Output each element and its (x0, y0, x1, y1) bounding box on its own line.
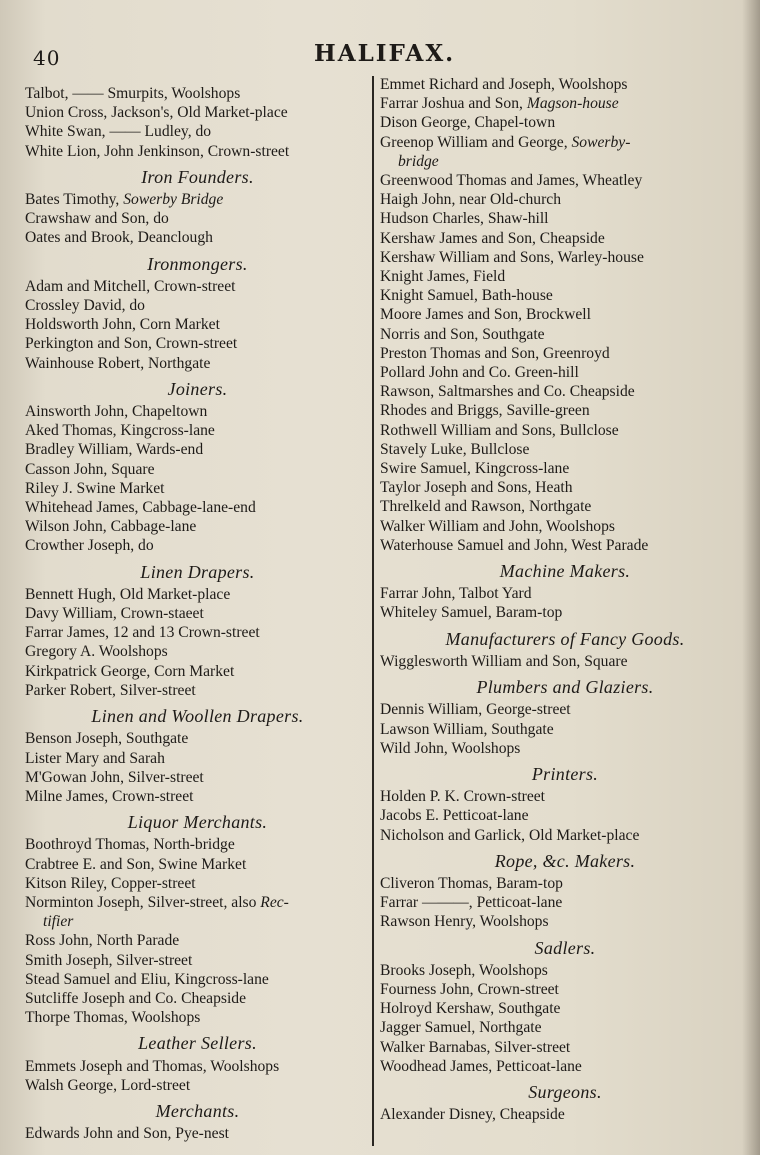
section-heading: Surgeons. (528, 1081, 602, 1102)
section-heading: Rope, &c. Makers. (494, 850, 636, 871)
entry-text: Walker Barnabas, Silver-street (380, 1038, 571, 1056)
entry-text: Taylor Joseph and Sons, Heath (380, 479, 573, 497)
directory-entry (25, 931, 370, 950)
entry-italic-text: Sowerby Bridge (123, 191, 224, 209)
directory-entry (25, 1124, 370, 1143)
directory-entry (380, 980, 750, 999)
entry-text: Kershaw William and Sons, Warley-house (380, 248, 644, 266)
directory-entry (25, 354, 370, 373)
directory-entry (380, 652, 750, 671)
directory-entry (380, 603, 750, 622)
section-heading: Ironmongers. (147, 253, 248, 274)
entry-text: Rothwell William and Sons, Bullclose (380, 421, 619, 439)
entry-text: Bennett Hugh, Old Market-place (25, 585, 231, 603)
directory-entry (25, 989, 370, 1008)
entry-text: Talbot, —— Smurpits, Woolshops (25, 85, 241, 102)
entry-text: Preston Thomas and Son, Greenroyd (380, 344, 610, 362)
directory-entry (380, 440, 750, 459)
directory-entry (380, 1038, 750, 1057)
directory-entry (380, 305, 750, 324)
page-number: 40 (33, 46, 61, 70)
directory-entry (25, 190, 370, 209)
directory-entry (380, 267, 750, 286)
right-column (380, 75, 750, 1124)
directory-entry (380, 325, 750, 344)
entry-text: Boothroyd Thomas, North-bridge (25, 836, 235, 854)
entry-text: Swire Samuel, Kingcross-lane (380, 460, 570, 478)
entry-text: Edwards John and Son, Pye-nest (25, 1125, 229, 1143)
entry-text: Jagger Samuel, Northgate (380, 1019, 542, 1037)
entry-text: Bradley William, Wards-end (25, 441, 204, 459)
section-heading: Joiners. (167, 378, 228, 399)
entry-text: Rawson, Saltmarshes and Co. Cheapside (380, 383, 635, 401)
directory-entry (380, 999, 750, 1018)
directory-entry (25, 787, 370, 806)
entry-text: White Lion, John Jenkinson, Crown-street (25, 142, 290, 160)
directory-entry (25, 315, 370, 334)
directory-entry (25, 585, 370, 604)
entry-text: Cliveron Thomas, Baram-top (380, 874, 563, 892)
entry-text: Farrar Joshua and Son, (380, 95, 527, 113)
directory-entry (25, 1057, 370, 1076)
directory-entry (380, 700, 750, 719)
entry-text: Threlkeld and Rawson, Northgate (380, 498, 592, 516)
entry-text: Jacobs E. Petticoat-lane (380, 807, 529, 825)
directory-entry (25, 296, 370, 315)
directory-entry (380, 517, 750, 536)
directory-entry (380, 584, 750, 603)
entry-text: Stavely Luke, Bullclose (380, 440, 530, 458)
directory-entry (380, 401, 750, 420)
entry-text: Farrar James, 12 and 13 Crown-street (25, 624, 260, 642)
entry-text: M'Gowan John, Silver-street (25, 768, 204, 786)
directory-entry (25, 768, 370, 787)
entry-text: Norris and Son, Southgate (380, 325, 545, 343)
directory-entry (25, 749, 370, 768)
entry-text: Sutcliffe Joseph and Co. Cheapside (25, 989, 247, 1007)
column-divider (372, 76, 374, 1146)
directory-entry (380, 739, 750, 758)
directory-entry (25, 835, 370, 854)
directory-entry (25, 209, 370, 228)
directory-entry (25, 479, 370, 498)
entry-text: Walsh George, Lord-street (25, 1076, 191, 1094)
entry-text: Ainsworth John, Chapeltown (25, 403, 208, 421)
entry-italic-text: tifier (43, 913, 74, 931)
directory-entry (25, 228, 370, 247)
entry-text: Holden P. K. Crown-street (380, 788, 546, 806)
directory-entry (380, 75, 750, 94)
entry-text: Farrar ———, Petticoat-lane (380, 894, 563, 912)
directory-entry (25, 498, 370, 517)
directory-entry (25, 893, 370, 912)
directory-entry (25, 536, 370, 555)
section-heading: Linen and Woollen Drapers. (91, 706, 304, 727)
entry-text: Woodhead James, Petticoat-lane (380, 1057, 582, 1075)
entry-text: Parker Robert, Silver-street (25, 681, 196, 699)
entry-text: Crossley David, do (25, 297, 145, 315)
directory-entry (25, 402, 370, 421)
entry-text: Norminton Joseph, Silver-street, also (25, 893, 261, 911)
directory-entry (25, 951, 370, 970)
entry-text: Holroyd Kershaw, Southgate (380, 1000, 561, 1018)
entry-text: Rhodes and Briggs, Saville-green (380, 402, 590, 420)
directory-entry (25, 122, 370, 141)
section-heading: Liquor Merchants. (127, 812, 268, 833)
directory-entry (380, 209, 750, 228)
entry-text: Moore James and Son, Brockwell (380, 306, 591, 324)
directory-entry (25, 421, 370, 440)
entry-text: Benson Joseph, Southgate (25, 730, 189, 748)
entry-italic-text: Rec- (260, 893, 289, 911)
directory-entry (380, 961, 750, 980)
entry-text: Haigh John, near Old-church (380, 191, 562, 209)
entry-text: Kirkpatrick George, Corn Market (25, 662, 235, 680)
entry-text: Thorpe Thomas, Woolshops (25, 1009, 201, 1027)
entry-text: Fourness John, Crown-street (380, 980, 559, 998)
entry-text: Walker William and John, Woolshops (380, 517, 615, 535)
directory-entry (25, 1008, 370, 1027)
directory-entry (25, 874, 370, 893)
entry-text: Ross John, North Parade (25, 932, 180, 950)
entry-text: Aked Thomas, Kingcross-lane (25, 422, 215, 440)
entry-text: Union Cross, Jackson's, Old Market-place (25, 104, 288, 122)
directory-entry (380, 912, 750, 931)
entry-text: Knight James, Field (380, 268, 506, 286)
entry-text: Farrar John, Talbot Yard (380, 585, 532, 603)
directory-entry (25, 517, 370, 536)
directory-entry (380, 1057, 750, 1076)
entry-text: Greenop William and George, (380, 133, 572, 151)
entry-text: Adam and Mitchell, Crown-street (25, 277, 236, 295)
entry-text: Lister Mary and Sarah (25, 749, 165, 767)
directory-entry (380, 478, 750, 497)
directory-entry (380, 94, 750, 113)
entry-text: Whitehead James, Cabbage-lane-end (25, 499, 256, 517)
directory-entry (25, 103, 370, 122)
left-column (25, 84, 370, 1143)
directory-entry (380, 286, 750, 305)
directory-entry (380, 248, 750, 267)
directory-entry (380, 344, 750, 363)
directory-entry (25, 334, 370, 353)
entry-text: Kitson Riley, Copper-street (25, 874, 196, 892)
entry-text: Dennis William, George-street (380, 701, 571, 719)
directory-entry (25, 729, 370, 748)
directory-entry (380, 190, 750, 209)
entry-text: Emmets Joseph and Thomas, Woolshops (25, 1057, 280, 1075)
entry-text: Kershaw James and Son, Cheapside (380, 229, 605, 247)
entry-text: Casson John, Square (25, 460, 155, 478)
entry-text: Rawson Henry, Woolshops (380, 913, 549, 931)
entry-text: Alexander Disney, Cheapside (380, 1106, 565, 1124)
entry-text: Emmet Richard and Joseph, Woolshops (380, 76, 628, 93)
directory-entry (25, 1076, 370, 1095)
entry-text: Crawshaw and Son, do (25, 210, 169, 228)
directory-entry (25, 460, 370, 479)
section-heading: Iron Founders. (141, 166, 254, 187)
directory-entry (380, 787, 750, 806)
section-heading: Machine Makers. (499, 561, 631, 582)
section-heading: Leather Sellers. (138, 1033, 257, 1054)
running-head: HALIFAX. (314, 40, 456, 67)
directory-entry (25, 604, 370, 623)
directory-entry (380, 133, 750, 152)
section-heading: Plumbers and Glaziers. (476, 677, 654, 698)
directory-entry (380, 382, 750, 401)
entry-text: White Swan, —— Ludley, do (25, 123, 212, 141)
directory-entry (380, 874, 750, 893)
directory-entry (25, 970, 370, 989)
entry-text: Lawson William, Southgate (380, 720, 554, 738)
directory-entry (380, 497, 750, 516)
directory-entry (380, 363, 750, 382)
entry-italic-text: Sowerby- (571, 133, 631, 151)
entry-text: Bates Timothy, (25, 191, 124, 209)
directory-entry (380, 171, 750, 190)
entry-text: Wainhouse Robert, Northgate (25, 354, 211, 372)
entry-text: Pollard John and Co. Green-hill (380, 364, 579, 382)
directory-entry (25, 277, 370, 296)
entry-text: Wilson John, Cabbage-lane (25, 518, 197, 536)
directory-entry (380, 421, 750, 440)
entry-text: Dison George, Chapel-town (380, 114, 556, 132)
directory-entry (380, 893, 750, 912)
directory-entry (25, 642, 370, 661)
entry-continuation (25, 912, 370, 931)
directory-entry (380, 806, 750, 825)
directory-entry (380, 536, 750, 555)
directory-entry (380, 1105, 750, 1124)
entry-text: Milne James, Crown-street (25, 787, 194, 805)
entry-text: Whiteley Samuel, Baram-top (380, 604, 563, 622)
entry-text: Stead Samuel and Eliu, Kingcross-lane (25, 970, 269, 988)
entry-text: Brooks Joseph, Woolshops (380, 961, 548, 979)
directory-entry (380, 229, 750, 248)
entry-text: Greenwood Thomas and James, Wheatley (380, 172, 643, 190)
section-heading: Merchants. (155, 1100, 240, 1121)
entry-text: Waterhouse Samuel and John, West Parade (380, 536, 649, 554)
entry-text: Perkington and Son, Crown-street (25, 335, 238, 353)
entry-text: Wigglesworth William and Son, Square (380, 652, 628, 670)
section-heading: Sadlers. (534, 937, 596, 958)
entry-text: Crowther Joseph, do (25, 537, 154, 555)
directory-entry (25, 623, 370, 642)
entry-text: Davy William, Crown-staeet (25, 605, 204, 623)
directory-entry (380, 113, 750, 132)
entry-continuation (380, 152, 750, 171)
entry-text: Nicholson and Garlick, Old Market-place (380, 826, 640, 844)
entry-text: Knight Samuel, Bath-house (380, 287, 553, 305)
directory-entry (25, 681, 370, 700)
directory-entry (380, 459, 750, 478)
entry-text: Wild John, Woolshops (380, 739, 521, 757)
directory-entry (25, 440, 370, 459)
directory-entry (25, 662, 370, 681)
entry-text: Gregory A. Woolshops (25, 643, 168, 661)
directory-entry (380, 720, 750, 739)
directory-entry (380, 826, 750, 845)
entry-text: Riley J. Swine Market (25, 479, 165, 497)
entry-text: Smith Joseph, Silver-street (25, 951, 193, 969)
entry-italic-text: bridge (398, 152, 439, 170)
entry-text: Hudson Charles, Shaw-hill (380, 210, 549, 228)
directory-entry (25, 855, 370, 874)
directory-entry (25, 84, 370, 103)
section-heading: Printers. (531, 763, 599, 784)
section-heading: Manufacturers of Fancy Goods. (445, 628, 685, 649)
entry-text: Holdsworth John, Corn Market (25, 316, 220, 334)
directory-entry (380, 1018, 750, 1037)
directory-entry (25, 142, 370, 161)
entry-text: Oates and Brook, Deanclough (25, 229, 213, 247)
entry-text: Crabtree E. and Son, Swine Market (25, 855, 247, 873)
section-heading: Linen Drapers. (140, 561, 255, 582)
entry-italic-text: Magson-house (526, 95, 619, 113)
